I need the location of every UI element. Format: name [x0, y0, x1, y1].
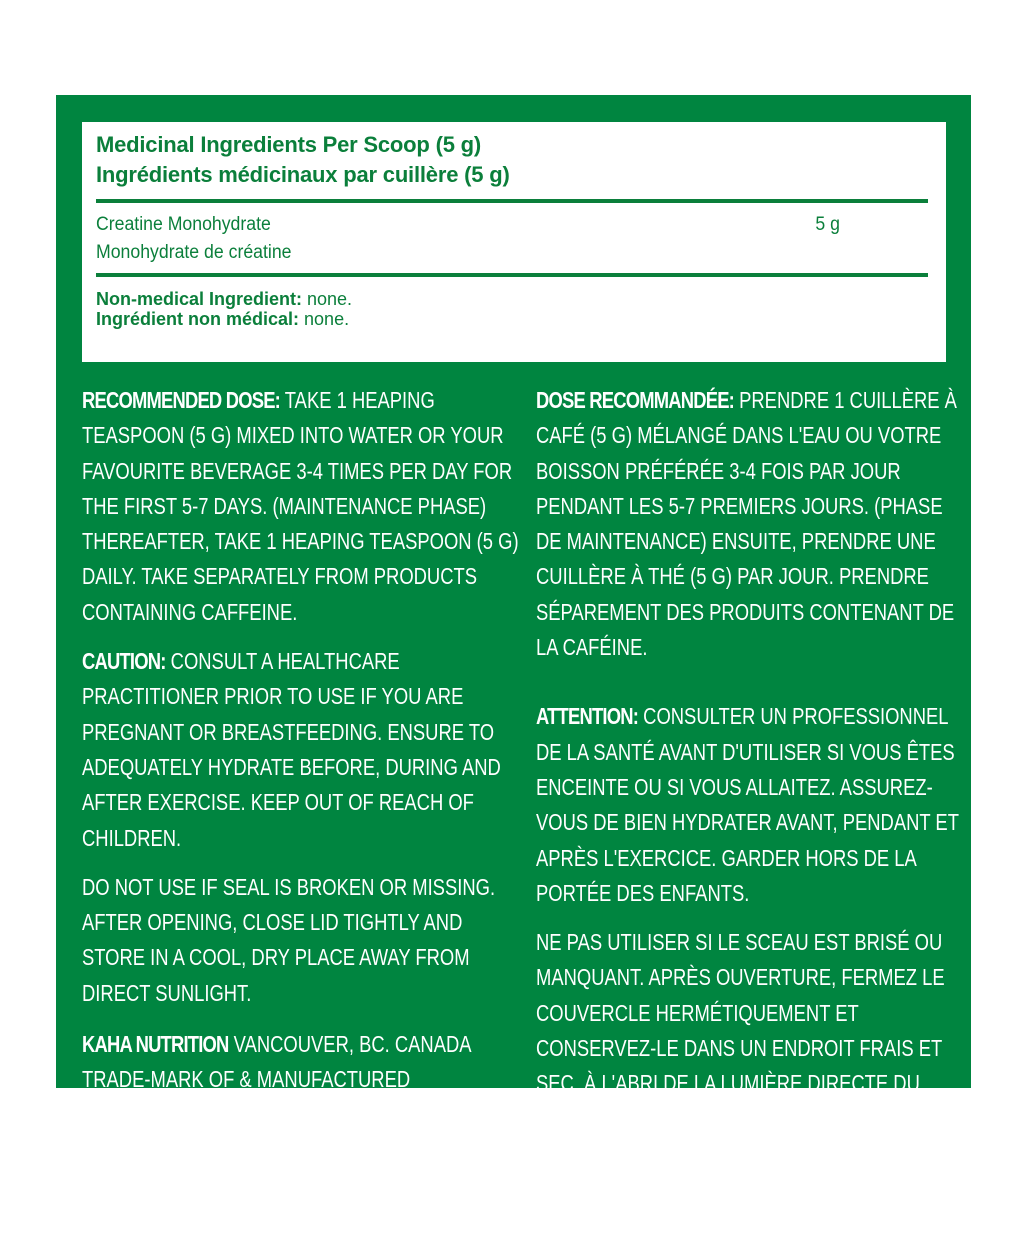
ingredient-name-en: Creatine Monohydrate	[96, 214, 271, 235]
french-column	[536, 383, 961, 1137]
non-medical-fr-value: none.	[299, 309, 350, 329]
medicinal-ingredients-box	[82, 122, 946, 362]
ingredient-row	[96, 203, 873, 273]
dose-label-en: RECOMMENDED DOSE:	[82, 387, 281, 413]
recommended-dose-en	[82, 383, 522, 630]
non-medical-ingredients	[96, 289, 932, 329]
caution-en	[82, 644, 522, 856]
caution-fr	[536, 699, 961, 911]
recommended-dose-fr	[536, 383, 961, 665]
non-medical-fr	[96, 309, 932, 329]
caution-text-en: CONSULT A HEALTHCARE PRACTITIONER PRIOR TO USE IF YOU ARE PREGNANT OR BREASTFEEDING. ENSURE TO ADEQUATELY HYDRATE BEFORE, DURING AND AFTER EXERCISE. KEEP OUT OF REACH OF CHILDREN.	[82, 648, 501, 851]
company-text: VANCOUVER, BC. CANADA TRADE-MARK OF & MANUFACTURED BY/MARQUE DEPOSEE DE & FABRIQUE PAR : KAHA NUTRITION VANCOUVER, BC	[82, 1031, 485, 1163]
ingredients-title-en: Medicinal Ingredients Per Scoop (5 g)	[96, 132, 482, 157]
caution-label-en: CAUTION:	[82, 648, 166, 675]
storage-fr: NE PAS UTILISER SI LE SCEAU EST BRISÉ OU MANQUANT. APRÈS OUVERTURE, FERMEZ LE COUVERCLE HERMÉTIQUEMENT ET CONSERVEZ-LE DANS UN ENDROIT FRAIS ET SEC, À L'ABRI DE LA LUMIÈRE DIRECTE DU SOLEIL.	[536, 929, 945, 1132]
caution-text-fr: CONSULTER UN PROFESSIONNEL DE LA SANTÉ AVANT D'UTILISER SI VOUS ÊTES ENCEINTE OU SI VOUS ALLAITEZ. ASSUREZ-VOUS DE BIEN HYDRATER AVANT, PENDANT ET APRÈS L'EXERCICE. GARDER HORS DE LA PORTÉE DES ENFANTS.	[536, 703, 959, 906]
divider	[96, 273, 928, 277]
ingredients-title-fr: Ingrédients médicinaux par cuillère (5 g)	[96, 162, 510, 187]
dose-label-fr: DOSE RECOMMANDÉE:	[536, 387, 735, 413]
caution-label-fr: ATTENTION:	[536, 703, 639, 730]
storage-en: DO NOT USE IF SEAL IS BROKEN OR MISSING. AFTER OPENING, CLOSE LID TIGHTLY AND STORE IN A COOL, DRY PLACE AWAY FROM DIRECT SUNLIGHT.	[82, 873, 496, 1006]
non-medical-fr-label: Ingrédient non médical:	[96, 309, 300, 329]
label-panel	[56, 95, 971, 1163]
company-name: KAHA NUTRITION	[82, 1031, 229, 1058]
non-medical-en-value: none.	[302, 289, 353, 309]
non-medical-en-label: Non-medical Ingredient:	[96, 289, 303, 309]
english-column	[82, 383, 522, 1168]
dose-text-en: TAKE 1 HEAPING TEASPOON (5 G) MIXED INTO WATER OR YOUR FAVOURITE BEVERAGE 3-4 TIMES PER DAY FOR THE FIRST 5-7 DAYS. (MAINTENANCE PHASE) THEREAFTER, TAKE 1 HEAPING TEASPOON (5 G) DAILY. TAKE SEPARATELY FROM PRODUCTS CONTAINING CAFFEINE.	[82, 387, 519, 625]
non-medical-en	[96, 289, 932, 309]
dose-text-fr: PRENDRE 1 CUILLÈRE À CAFÉ (5 G) MÉLANGÉ DANS L'EAU OU VOTRE BOISSON PRÉFÉRÉE 3-4 FOIS PAR JOUR PENDANT LES 5-7 PREMIERS JOURS. (PHASE DE MAINTENANCE) ENSUITE, PRENDRE UNE CUILLÈRE À THÉ (5 G) PAR JOUR. PRENDRE SÉPAREMENT DES PRODUITS CONTENANT DE LA CAFÉINE.	[536, 387, 957, 661]
company-info	[82, 1027, 522, 1168]
ingredient-name-fr: Monohydrate de créatine	[96, 242, 292, 263]
ingredient-amount: 5 g	[815, 214, 840, 235]
